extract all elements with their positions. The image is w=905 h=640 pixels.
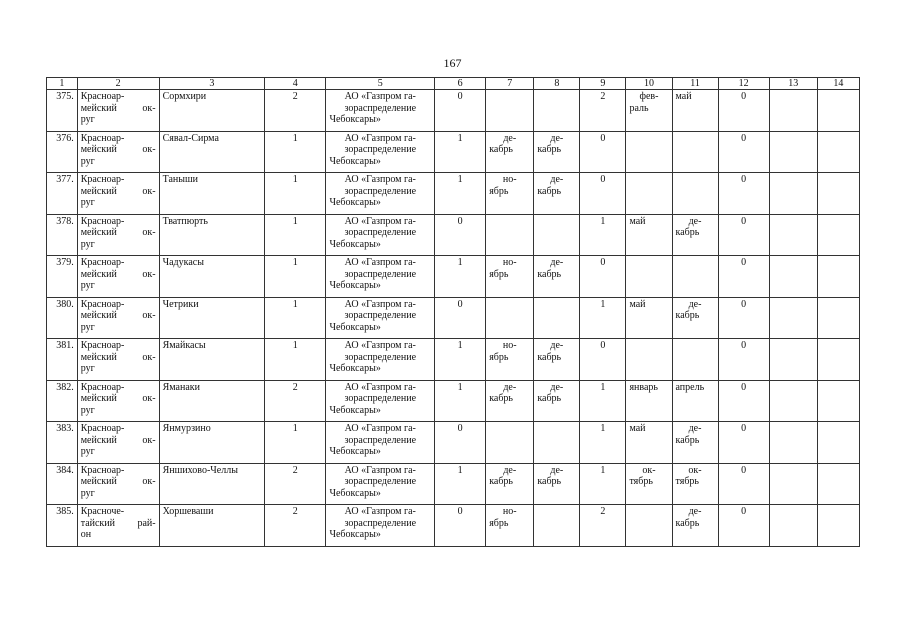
col-11-cell bbox=[672, 173, 718, 215]
organization-cell-line: Чебоксары» bbox=[329, 197, 381, 208]
col-7-cell bbox=[486, 505, 534, 547]
col-10-cell bbox=[626, 339, 672, 381]
col-10-cell-line: январь bbox=[629, 381, 658, 393]
area-cell-line: мейский ок- bbox=[80, 268, 156, 280]
col-11-cell bbox=[672, 214, 718, 256]
area-cell bbox=[77, 297, 159, 339]
col-14-cell bbox=[817, 173, 859, 215]
col-6-cell: 0 bbox=[435, 505, 486, 547]
col-7-cell-line: ябрь bbox=[489, 351, 509, 363]
col-11-cell-line: де- bbox=[688, 506, 702, 517]
organization-cell-line: АО «Газпром га- bbox=[344, 91, 416, 102]
organization-cell bbox=[326, 505, 435, 547]
area-cell bbox=[77, 90, 159, 132]
area-cell bbox=[77, 256, 159, 298]
organization-cell bbox=[326, 422, 435, 464]
table-row bbox=[47, 256, 860, 298]
area-cell-line: Красноар- bbox=[80, 132, 125, 144]
settlement-cell: Сормхири bbox=[159, 90, 264, 132]
col-13-cell bbox=[769, 173, 817, 215]
column-header-10: 10 bbox=[626, 78, 672, 90]
col-7-cell-line: кабрь bbox=[489, 476, 513, 487]
organization-cell-line: АО «Газпром га- bbox=[344, 298, 416, 310]
col-11-cell bbox=[672, 422, 718, 464]
column-header-6: 6 bbox=[435, 78, 486, 90]
col-10-cell bbox=[626, 256, 672, 298]
column-header-13: 13 bbox=[769, 78, 817, 90]
col-7-cell-line: ябрь bbox=[489, 268, 509, 280]
col-10-cell bbox=[626, 422, 672, 464]
col-4-cell: 1 bbox=[265, 173, 326, 215]
col-10-cell-line: май bbox=[629, 423, 646, 434]
col-9-cell: 2 bbox=[580, 505, 626, 547]
col-12-cell: 0 bbox=[718, 173, 769, 215]
settlement-cell: Четрики bbox=[159, 297, 264, 339]
col-4-cell: 2 bbox=[265, 380, 326, 422]
col-8-cell-line: де- bbox=[550, 340, 564, 351]
col-11-cell bbox=[672, 131, 718, 173]
col-4-cell: 1 bbox=[265, 339, 326, 381]
col-10-cell-line: тябрь bbox=[629, 476, 653, 487]
row-number: 379. bbox=[47, 256, 78, 298]
organization-cell-line: зораспределение bbox=[344, 351, 417, 363]
col-13-cell bbox=[769, 90, 817, 132]
col-11-cell-line: де- bbox=[688, 215, 702, 227]
col-10-cell-line: ок- bbox=[642, 464, 656, 476]
area-cell-line: мейский ок- bbox=[80, 434, 156, 446]
table-row bbox=[47, 380, 860, 422]
table-row bbox=[47, 214, 860, 256]
row-number: 381. bbox=[47, 339, 78, 381]
area-cell-line: Красноар- bbox=[80, 174, 125, 185]
area-cell-line: руг bbox=[80, 197, 95, 208]
col-7-cell-line: но- bbox=[502, 506, 517, 517]
col-4-cell: 2 bbox=[265, 90, 326, 132]
col-12-cell: 0 bbox=[718, 463, 769, 505]
organization-cell-line: зораспределение bbox=[344, 310, 417, 321]
col-6-cell: 1 bbox=[435, 256, 486, 298]
area-cell-line: руг bbox=[80, 280, 95, 291]
column-header-11: 11 bbox=[672, 78, 718, 90]
column-header-7: 7 bbox=[486, 78, 534, 90]
organization-cell-line: АО «Газпром га- bbox=[344, 174, 416, 185]
area-cell-line: мейский ок- bbox=[80, 227, 156, 238]
col-7-cell-line: де- bbox=[503, 464, 517, 476]
col-10-cell-line: раль bbox=[629, 102, 649, 114]
col-10-cell bbox=[626, 297, 672, 339]
col-13-cell bbox=[769, 339, 817, 381]
col-7-cell-line: де- bbox=[503, 132, 517, 144]
col-12-cell: 0 bbox=[718, 380, 769, 422]
area-cell-line: мейский ок- bbox=[80, 351, 156, 363]
col-8-cell-line: кабрь bbox=[537, 144, 562, 155]
organization-cell-line: зораспределение bbox=[344, 517, 417, 529]
settlement-cell: Яншихово-Челлы bbox=[159, 463, 264, 505]
organization-cell-line: АО «Газпром га- bbox=[344, 132, 416, 144]
organization-cell-line: Чебоксары» bbox=[329, 446, 381, 457]
organization-cell-line: АО «Газпром га- bbox=[344, 215, 416, 227]
row-number: 383. bbox=[47, 422, 78, 464]
page-number: 167 bbox=[443, 56, 462, 70]
col-12-cell: 0 bbox=[718, 131, 769, 173]
table-row bbox=[47, 463, 860, 505]
col-9-cell: 0 bbox=[580, 339, 626, 381]
col-8-cell-line: кабрь bbox=[537, 185, 562, 197]
area-cell-line: Красноар- bbox=[80, 91, 125, 102]
col-12-cell: 0 bbox=[718, 339, 769, 381]
organization-cell-line: Чебоксары» bbox=[329, 404, 381, 416]
col-13-cell bbox=[769, 422, 817, 464]
area-cell bbox=[77, 380, 159, 422]
col-13-cell bbox=[769, 256, 817, 298]
col-4-cell: 2 bbox=[265, 463, 326, 505]
col-10-cell bbox=[626, 380, 672, 422]
col-11-cell-line: кабрь bbox=[675, 227, 700, 238]
col-9-cell: 0 bbox=[580, 173, 626, 215]
col-10-cell bbox=[626, 173, 672, 215]
area-cell-line: руг bbox=[80, 404, 95, 416]
col-11-cell bbox=[672, 380, 718, 422]
col-7-cell bbox=[486, 256, 534, 298]
col-8-cell bbox=[534, 131, 580, 173]
settlement-cell: Таныши bbox=[159, 173, 264, 215]
col-11-cell bbox=[672, 256, 718, 298]
table-body bbox=[47, 90, 860, 547]
col-10-cell bbox=[626, 90, 672, 132]
col-4-cell: 2 bbox=[265, 505, 326, 547]
column-header-4: 4 bbox=[265, 78, 326, 90]
organization-cell bbox=[326, 339, 435, 381]
area-cell bbox=[77, 422, 159, 464]
row-number: 375. bbox=[47, 90, 78, 132]
col-13-cell bbox=[769, 297, 817, 339]
settlement-cell: Сявал-Сирма bbox=[159, 131, 264, 173]
table-header bbox=[47, 78, 860, 90]
col-14-cell bbox=[817, 339, 859, 381]
col-8-cell-line: де- bbox=[550, 257, 564, 268]
organization-cell-line: Чебоксары» bbox=[329, 114, 381, 125]
col-7-cell bbox=[486, 380, 534, 422]
col-14-cell bbox=[817, 297, 859, 339]
col-4-cell: 1 bbox=[265, 422, 326, 464]
col-9-cell: 2 bbox=[580, 90, 626, 132]
col-11-cell bbox=[672, 297, 718, 339]
row-number: 378. bbox=[47, 214, 78, 256]
area-cell bbox=[77, 463, 159, 505]
organization-cell-line: Чебоксары» bbox=[329, 487, 381, 499]
organization-cell-line: АО «Газпром га- bbox=[344, 381, 416, 393]
col-11-cell-line: тябрь bbox=[675, 476, 699, 487]
col-14-cell bbox=[817, 463, 859, 505]
col-14-cell bbox=[817, 256, 859, 298]
col-14-cell bbox=[817, 214, 859, 256]
organization-cell-line: зораспределение bbox=[344, 393, 417, 404]
col-7-cell bbox=[486, 297, 534, 339]
column-header-5: 5 bbox=[326, 78, 435, 90]
organization-cell-line: Чебоксары» bbox=[329, 363, 381, 374]
row-number: 384. bbox=[47, 463, 78, 505]
organization-cell-line: Чебоксары» bbox=[329, 155, 381, 167]
col-6-cell: 1 bbox=[435, 463, 486, 505]
organization-cell bbox=[326, 380, 435, 422]
col-7-cell-line: ябрь bbox=[489, 517, 509, 529]
column-header-8: 8 bbox=[534, 78, 580, 90]
col-10-cell-line: май bbox=[629, 215, 646, 227]
col-14-cell bbox=[817, 380, 859, 422]
area-cell-line: мейский ок- bbox=[80, 476, 156, 487]
col-9-cell: 1 bbox=[580, 463, 626, 505]
col-8-cell-line: де- bbox=[550, 132, 564, 144]
col-13-cell bbox=[769, 131, 817, 173]
col-7-cell bbox=[486, 339, 534, 381]
row-number: 377. bbox=[47, 173, 78, 215]
col-8-cell bbox=[534, 422, 580, 464]
col-10-cell bbox=[626, 131, 672, 173]
col-8-cell bbox=[534, 380, 580, 422]
area-cell-line: мейский ок- bbox=[80, 310, 156, 321]
area-cell bbox=[77, 339, 159, 381]
col-9-cell: 1 bbox=[580, 297, 626, 339]
table-row bbox=[47, 90, 860, 132]
area-cell-line: Красноар- bbox=[80, 423, 125, 434]
col-12-cell: 0 bbox=[718, 214, 769, 256]
col-11-cell bbox=[672, 505, 718, 547]
area-cell-line: Красноар- bbox=[80, 340, 125, 351]
area-cell-line: мейский ок- bbox=[80, 144, 156, 155]
col-8-cell bbox=[534, 90, 580, 132]
area-cell bbox=[77, 505, 159, 547]
col-8-cell-line: кабрь bbox=[537, 476, 562, 487]
col-13-cell bbox=[769, 463, 817, 505]
area-cell bbox=[77, 173, 159, 215]
col-12-cell: 0 bbox=[718, 297, 769, 339]
col-11-cell-line: кабрь bbox=[675, 517, 700, 529]
organization-cell-line: Чебоксары» bbox=[329, 280, 381, 291]
area-cell-line: Красноар- bbox=[80, 464, 125, 476]
column-header-12: 12 bbox=[718, 78, 769, 90]
settlement-cell: Хоршеваши bbox=[159, 505, 264, 547]
col-7-cell bbox=[486, 463, 534, 505]
schedule-table bbox=[46, 77, 860, 547]
col-8-cell-line: кабрь bbox=[537, 351, 562, 363]
col-6-cell: 0 bbox=[435, 90, 486, 132]
col-11-cell-line: кабрь bbox=[675, 434, 700, 446]
column-header-1: 1 bbox=[47, 78, 78, 90]
col-14-cell bbox=[817, 90, 859, 132]
row-number: 376. bbox=[47, 131, 78, 173]
area-cell-line: он bbox=[80, 529, 92, 540]
organization-cell bbox=[326, 90, 435, 132]
area-cell-line: мейский ок- bbox=[80, 102, 156, 114]
col-11-cell-line: май bbox=[675, 91, 692, 102]
organization-cell bbox=[326, 173, 435, 215]
organization-cell-line: зораспределение bbox=[344, 227, 417, 238]
col-8-cell bbox=[534, 297, 580, 339]
col-8-cell bbox=[534, 505, 580, 547]
column-header-14: 14 bbox=[817, 78, 859, 90]
area-cell-line: руг bbox=[80, 446, 95, 457]
col-12-cell: 0 bbox=[718, 256, 769, 298]
organization-cell-line: зораспределение bbox=[344, 476, 417, 487]
row-number: 380. bbox=[47, 297, 78, 339]
column-header-2: 2 bbox=[77, 78, 159, 90]
area-cell-line: руг bbox=[80, 155, 95, 167]
area-cell-line: Красноар- bbox=[80, 215, 125, 227]
col-8-cell bbox=[534, 214, 580, 256]
col-9-cell: 1 bbox=[580, 380, 626, 422]
col-6-cell: 1 bbox=[435, 380, 486, 422]
area-cell-line: мейский ок- bbox=[80, 393, 156, 404]
organization-cell bbox=[326, 463, 435, 505]
col-8-cell-line: кабрь bbox=[537, 393, 562, 404]
area-cell-line: Красноче- bbox=[80, 506, 125, 517]
col-6-cell: 0 bbox=[435, 297, 486, 339]
col-14-cell bbox=[817, 505, 859, 547]
organization-cell-line: зораспределение bbox=[344, 102, 417, 114]
col-8-cell-line: де- bbox=[550, 464, 564, 476]
col-12-cell: 0 bbox=[718, 422, 769, 464]
col-6-cell: 0 bbox=[435, 422, 486, 464]
organization-cell-line: зораспределение bbox=[344, 434, 417, 446]
organization-cell-line: АО «Газпром га- bbox=[344, 340, 416, 351]
organization-cell-line: АО «Газпром га- bbox=[344, 464, 416, 476]
area-cell bbox=[77, 131, 159, 173]
area-cell-line: Красноар- bbox=[80, 298, 125, 310]
organization-cell-line: Чебоксары» bbox=[329, 321, 381, 333]
col-6-cell: 1 bbox=[435, 339, 486, 381]
col-11-cell bbox=[672, 90, 718, 132]
table-row bbox=[47, 339, 860, 381]
organization-cell-line: АО «Газпром га- bbox=[344, 506, 416, 517]
row-number: 382. bbox=[47, 380, 78, 422]
table-row bbox=[47, 505, 860, 547]
col-7-cell bbox=[486, 173, 534, 215]
settlement-cell: Яманаки bbox=[159, 380, 264, 422]
col-7-cell-line: ябрь bbox=[489, 185, 509, 197]
col-9-cell: 1 bbox=[580, 214, 626, 256]
area-cell-line: руг bbox=[80, 363, 95, 374]
col-4-cell: 1 bbox=[265, 297, 326, 339]
col-8-cell-line: де- bbox=[550, 174, 564, 185]
col-7-cell-line: но- bbox=[502, 174, 517, 185]
col-11-cell bbox=[672, 463, 718, 505]
col-10-cell bbox=[626, 505, 672, 547]
organization-cell-line: зораспределение bbox=[344, 268, 417, 280]
col-11-cell-line: ок- bbox=[688, 464, 702, 476]
area-cell-line: руг bbox=[80, 487, 95, 499]
col-8-cell bbox=[534, 463, 580, 505]
organization-cell bbox=[326, 214, 435, 256]
col-6-cell: 1 bbox=[435, 131, 486, 173]
col-7-cell bbox=[486, 90, 534, 132]
col-10-cell-line: май bbox=[629, 298, 646, 310]
area-cell-line: руг bbox=[80, 114, 95, 125]
table-row bbox=[47, 173, 860, 215]
col-11-cell-line: апрель bbox=[675, 381, 705, 393]
settlement-cell: Янмурзино bbox=[159, 422, 264, 464]
organization-cell-line: зораспределение bbox=[344, 144, 417, 155]
table-row bbox=[47, 131, 860, 173]
area-cell-line: мейский ок- bbox=[80, 185, 156, 197]
col-13-cell bbox=[769, 214, 817, 256]
organization-cell bbox=[326, 297, 435, 339]
col-12-cell: 0 bbox=[718, 505, 769, 547]
organization-cell-line: АО «Газпром га- bbox=[344, 423, 416, 434]
settlement-cell: Ямайкасы bbox=[159, 339, 264, 381]
col-8-cell bbox=[534, 173, 580, 215]
col-4-cell: 1 bbox=[265, 131, 326, 173]
col-7-cell-line: кабрь bbox=[489, 144, 513, 155]
settlement-cell: Тватпюрть bbox=[159, 214, 264, 256]
organization-cell bbox=[326, 256, 435, 298]
area-cell-line: руг bbox=[80, 321, 95, 333]
organization-cell-line: Чебоксары» bbox=[329, 529, 381, 540]
col-8-cell-line: кабрь bbox=[537, 268, 562, 280]
table-row bbox=[47, 297, 860, 339]
col-11-cell-line: де- bbox=[688, 423, 702, 434]
col-8-cell-line: де- bbox=[550, 381, 564, 393]
col-7-cell-line: но- bbox=[502, 257, 517, 268]
organization-cell-line: зораспределение bbox=[344, 185, 417, 197]
settlement-cell: Чадукасы bbox=[159, 256, 264, 298]
col-4-cell: 1 bbox=[265, 256, 326, 298]
col-11-cell-line: де- bbox=[688, 298, 702, 310]
table-row bbox=[47, 422, 860, 464]
area-cell-line: Красноар- bbox=[80, 257, 125, 268]
col-10-cell-line: фев- bbox=[639, 91, 659, 102]
column-header-3: 3 bbox=[159, 78, 264, 90]
col-7-cell-line: кабрь bbox=[489, 393, 513, 404]
area-cell bbox=[77, 214, 159, 256]
col-7-cell-line: но- bbox=[502, 340, 517, 351]
col-14-cell bbox=[817, 422, 859, 464]
col-7-cell bbox=[486, 422, 534, 464]
col-8-cell bbox=[534, 256, 580, 298]
col-6-cell: 1 bbox=[435, 173, 486, 215]
organization-cell-line: АО «Газпром га- bbox=[344, 257, 416, 268]
col-9-cell: 1 bbox=[580, 422, 626, 464]
col-10-cell bbox=[626, 463, 672, 505]
col-8-cell bbox=[534, 339, 580, 381]
col-6-cell: 0 bbox=[435, 214, 486, 256]
organization-cell bbox=[326, 131, 435, 173]
col-11-cell bbox=[672, 339, 718, 381]
col-9-cell: 0 bbox=[580, 131, 626, 173]
col-4-cell: 1 bbox=[265, 214, 326, 256]
col-12-cell: 0 bbox=[718, 90, 769, 132]
column-header-9: 9 bbox=[580, 78, 626, 90]
row-number: 385. bbox=[47, 505, 78, 547]
col-14-cell bbox=[817, 131, 859, 173]
organization-cell-line: Чебоксары» bbox=[329, 238, 381, 250]
col-13-cell bbox=[769, 380, 817, 422]
area-cell-line: Красноар- bbox=[80, 381, 125, 393]
col-10-cell bbox=[626, 214, 672, 256]
col-9-cell: 0 bbox=[580, 256, 626, 298]
area-cell-line: руг bbox=[80, 238, 95, 250]
col-7-cell bbox=[486, 131, 534, 173]
area-cell-line: тайский рай- bbox=[80, 517, 156, 529]
col-11-cell-line: кабрь bbox=[675, 310, 700, 321]
col-13-cell bbox=[769, 505, 817, 547]
col-7-cell-line: де- bbox=[503, 381, 517, 393]
col-7-cell bbox=[486, 214, 534, 256]
